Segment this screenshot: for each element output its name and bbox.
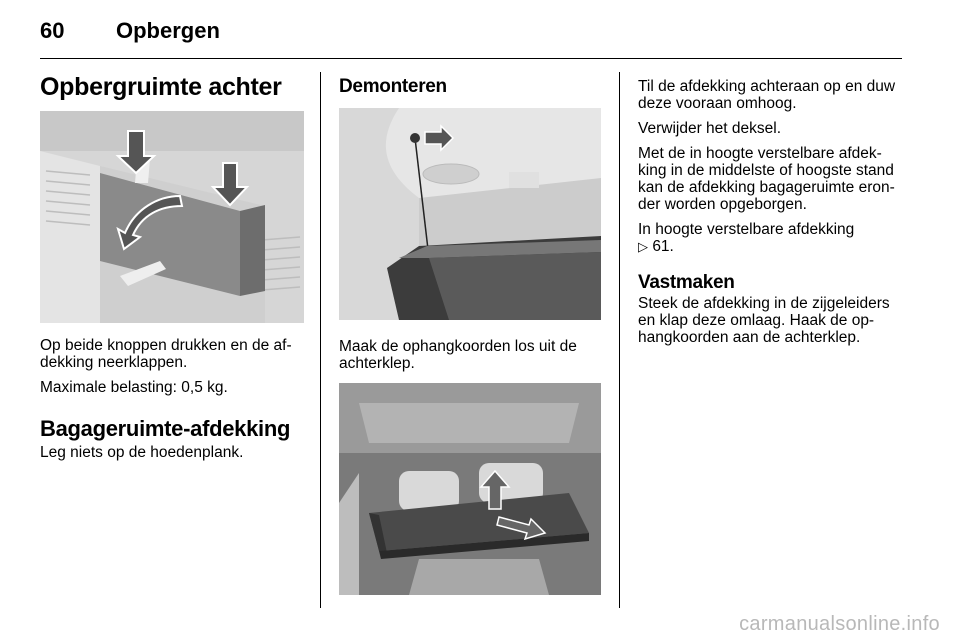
page-number: 60 [40,18,65,43]
subsection-heading: Bagageruimte-afdekking [40,416,291,441]
instruction-text: Met de in hoogte verstelbare afdek-king in de middelste of hoogste stand kan de afdekking bagageruimte eron-der worden opgeborgen. [638,145,895,213]
instruction-text: Steek de afdekking in de zijgeleiders en klap deze omlaag. Haak de op-hangkoorden aan de achterklep. [638,295,890,346]
demount-heading: Demonteren [339,76,447,97]
page-heading: Opbergruimte achter [40,73,282,101]
reference-page[interactable]: 61. [652,238,674,255]
watermark: carmanualsonline.info [739,613,940,635]
max-load-text: Maximale belasting: 0,5 kg. [40,379,228,396]
column-right [638,72,904,346]
instruction-text: Op beide knoppen drukken en de af-dekking neerklappen. [40,337,292,371]
section-title: Opbergen [116,18,220,43]
attach-heading: Vastmaken [638,272,735,293]
column-left [40,72,304,461]
figure-caption: Maak de ophangkoorden los uit de achterklep. [339,338,577,372]
cover-removal-figure [339,383,601,595]
header-rule [40,58,902,59]
page-reference-icon: ▷ [638,239,648,254]
note-text: Leg niets op de hoedenplank. [40,444,244,461]
rear-storage-figure [40,111,304,323]
instruction-text: Til de afdekking achteraan op en duw deze vooraan omhoog. [638,78,896,112]
page-header [40,16,902,60]
column-middle [339,72,601,595]
column-divider [619,72,620,608]
column-divider [320,72,321,608]
reference-label: In hoogte verstelbare afdekking [638,221,855,238]
instruction-text: Verwijder het deksel. [638,120,782,137]
reference-text [638,221,904,255]
tailgate-cord-figure [339,108,601,320]
